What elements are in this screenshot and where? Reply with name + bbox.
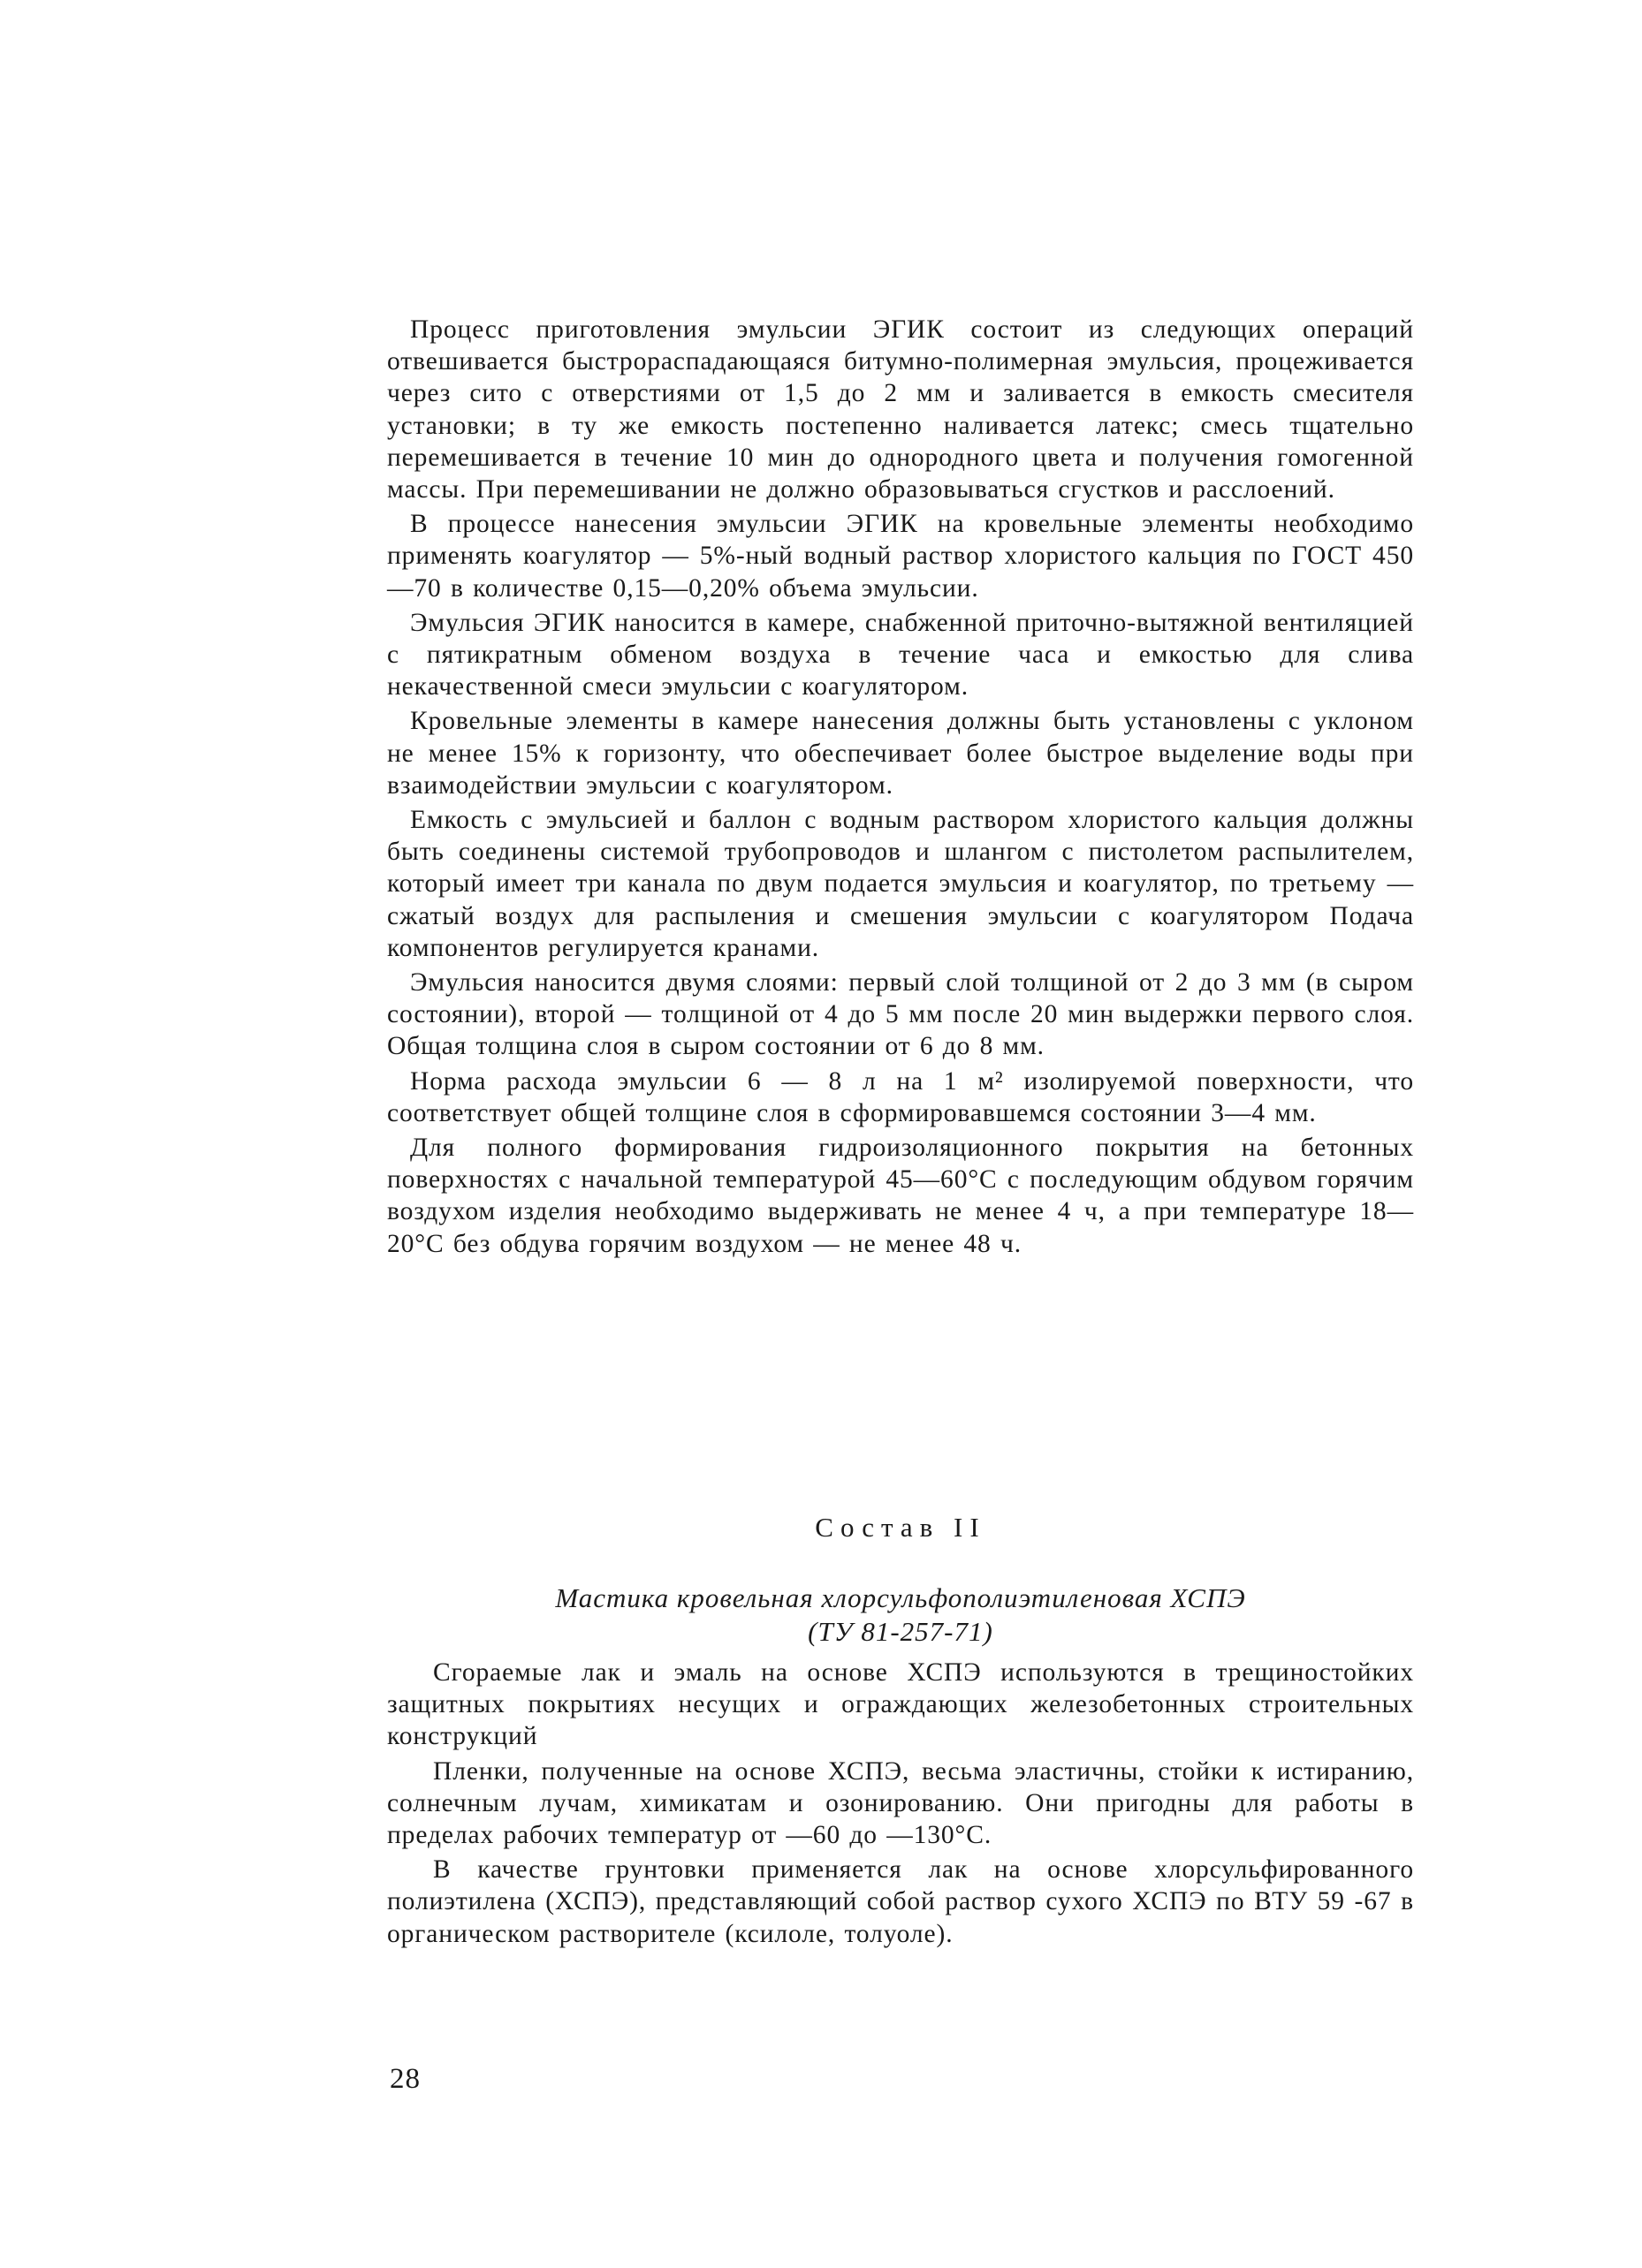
paragraph-hspe-usage: Сгораемые лак и эмаль на основе ХСПЭ используются в трещиностойких защитных покрытиях несущих и ограждающих железобетонных строительных конструкций [387, 1658, 1414, 1751]
paragraph-hspe-primer: В качестве грунтовки применяется лак на основе хлорсульфированного полиэтилена (ХСПЭ), представляющий собой раствор сухого ХСПЭ по ВТУ 59 -67 в органическом растворителе (ксилоле, толуоле). [387, 1855, 1414, 1948]
paragraph-chamber: Эмульсия ЭГИК наносится в камере, снабженной приточно-вытяжной вентиляцией с пятикратным обменом воздуха в течение часа и емкостью для слива некачественной смеси эмульсии с коагулятором. [387, 608, 1414, 702]
paragraph-layers: Эмульсия наносится двумя слоями: первый слой толщиной от 2 до 3 мм (в сыром состоянии), второй — толщиной от 4 до 5 мм после 20 мин выдержки первого слоя. Общая толщина слоя в сыром состоянии от 6 до 8 мм. [387, 968, 1414, 1061]
body-text-bottom [387, 1657, 1414, 1953]
page-number: 28 [390, 2063, 421, 2095]
body-text-top [387, 314, 1414, 1263]
paragraph-coagulator: В процессе нанесения эмульсии ЭГИК на кровельные элементы необходимо применять коагулятор — 5%-ный водный раствор хлористого кальция по ГОСТ 450—70 в количестве 0,15—0,20% объема эмульсии. [387, 510, 1414, 603]
section-subtitle-line-2: (ТУ 81-257-71) [808, 1616, 993, 1647]
section-title: Состав II [815, 1512, 986, 1543]
paragraph-hspe-films: Пленки, полученные на основе ХСПЭ, весьма эластичны, стойки к истиранию, солнечным лучам, химикатам и озонированию. Они пригодны для работы в пределах рабочих температур от —60 до —130°С. [387, 1756, 1414, 1850]
paragraph-slope: Кровельные элементы в камере нанесения должны быть установлены с уклоном не менее 15% к горизонту, что обеспечивает более быстрое выделение воды при взаимодействии эмульсии с коагулятором. [387, 707, 1414, 800]
paragraph-emulsion-preparation: Процесс приготовления эмульсии ЭГИК состоит из следующих операций отвешивается быстрораспадающаяся битумно-полимерная эмульсия, процеживается через сито с отверстиями от 1,5 до 2 мм и заливается в емкость смесителя установки; в ту же емкость постепенно наливается латекс; смесь тщательно перемешивается в течение 10 мин до однородного цвета и получения гомогенной массы. При перемешивании не должно образовываться сгустков и расслоений. [387, 315, 1414, 504]
paragraph-consumption: Норма расхода эмульсии 6 — 8 л на 1 м² изолируемой поверхности, что соответствует общей толщине слоя в сформировавшемся состоянии 3—4 мм. [387, 1066, 1414, 1127]
paragraph-equipment: Емкость с эмульсией и баллон с водным раствором хлористого кальция должны быть соединены системой трубопроводов и шлангом с пистолетом распылителем, который имеет три канала по двум подается эмульсия и коагулятор, по третьему — сжатый воздух для распыления и смешения эмульсии с коагулятором Подача компонентов регулируется кранами. [387, 806, 1414, 962]
section-heading [387, 1511, 1414, 1649]
paragraph-curing: Для полного формирования гидроизоляционного покрытия на бетонных поверхностях с начальной температурой 45—60°С с последующим обдувом горячим воздухом изделия необходимо выдерживать не менее 4 ч, а при температуре 18—20°С без обдува горячим воздухом — не менее 48 ч. [387, 1134, 1414, 1258]
section-subtitle-line-1: Мастика кровельная хлорсульфополиэтиленовая ХСПЭ [555, 1582, 1246, 1613]
